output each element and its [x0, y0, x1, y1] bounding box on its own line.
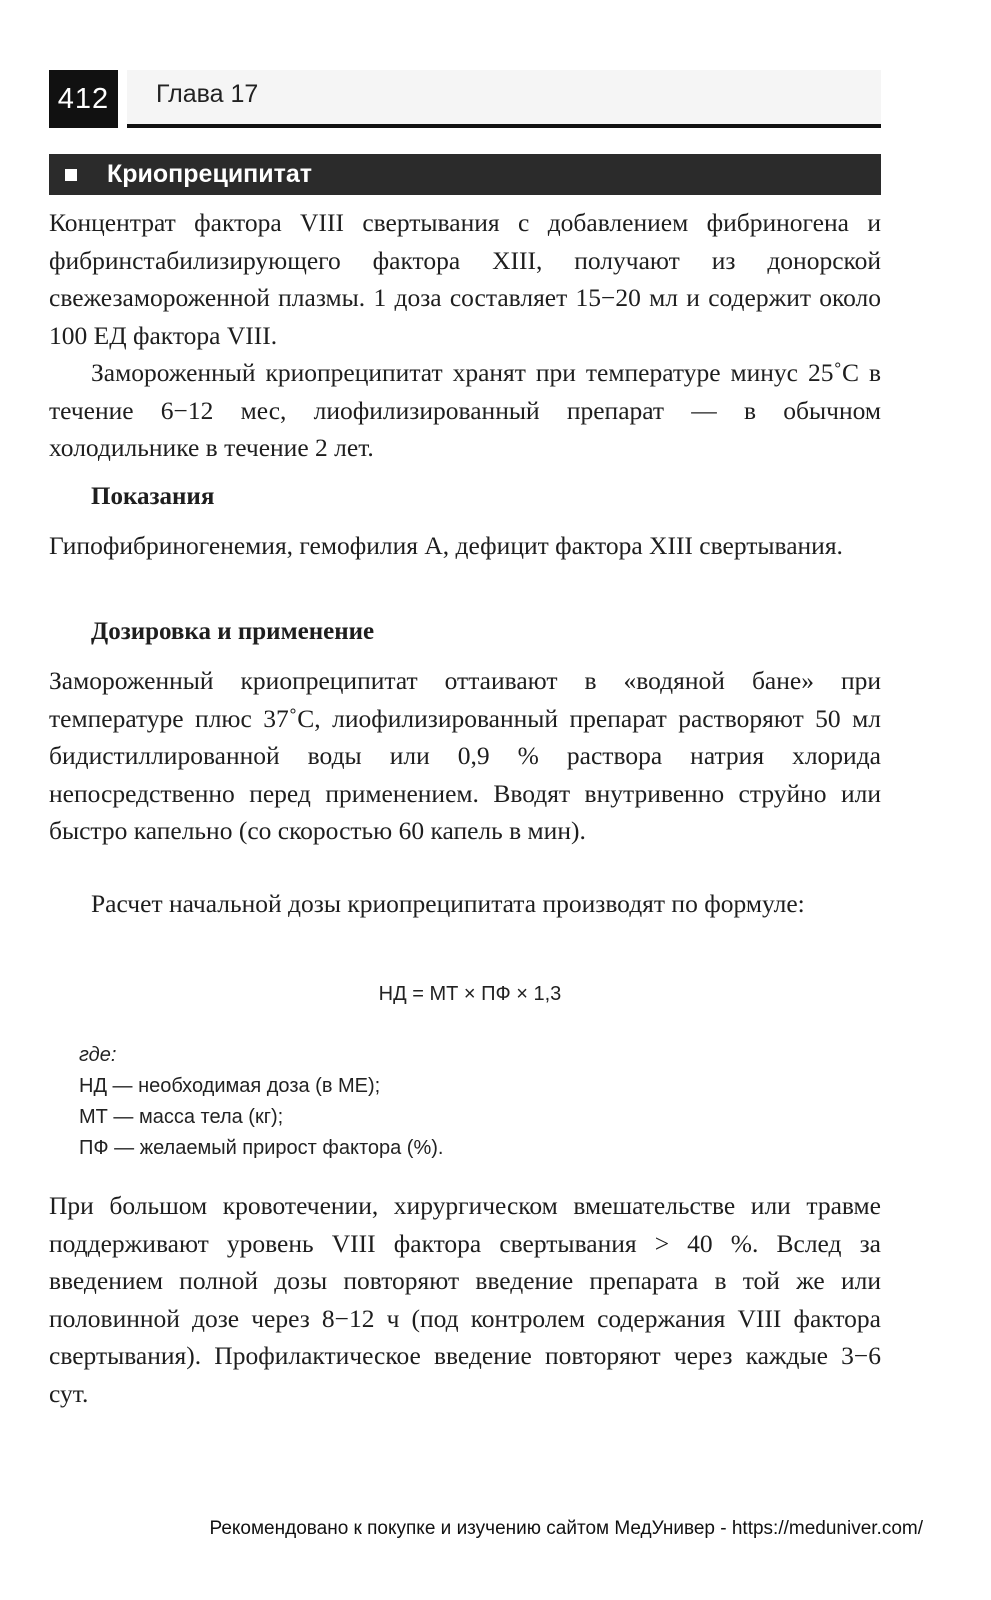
section-title: Криопреципитат	[107, 160, 313, 188]
indications-text: Гипофибриногенемия, гемофилия А, дефицит фактора XIII свертывания.	[49, 531, 843, 560]
indications-heading: Показания	[91, 483, 215, 510]
header-rule	[127, 124, 881, 128]
section-heading-bar	[49, 154, 881, 195]
square-bullet-icon	[65, 169, 77, 181]
legend-item: НД — необходимая доза (в МЕ);	[79, 1075, 381, 1097]
legend-where: где:	[79, 1044, 117, 1066]
dosage-heading: Дозировка и применение	[91, 618, 375, 645]
chapter-title: Глава 17	[156, 80, 259, 108]
intro-paragraph-2: Замороженный криопреципитат хранят при температуре минус 25˚С в течение 6−12 мес, лиофилизированный препарат — в обычном холодильнике в течение 2 лет.	[49, 358, 881, 462]
dosage-paragraph-3: При большом кровотечении, хирургическом вмешательстве или травме поддерживают уровень VIII фактора свертывания > 40 %. Вслед за введением полной дозы повторяют введение препарата в той же или половинной дозе через 8−12 ч (под контролем содержания VIII фактора свертывания). Профилактическое введение повторяют через каждые 3−6 сут.	[49, 1191, 881, 1408]
dose-formula: НД = МТ × ПФ × 1,3	[378, 983, 562, 1005]
footer-watermark: Рекомендовано к покупке и изучению сайтом МедУнивер - https://meduniver.com/	[209, 1518, 923, 1539]
page-number: 412	[49, 70, 118, 128]
formula-legend	[79, 1040, 443, 1164]
dosage-paragraph-1: Замороженный криопреципитат оттаивают в «водяной бане» при температуре плюс 37˚С, лиофилизированный препарат растворяют 50 мл бидистиллированной воды или 0,9 % раствора натрия хлорида непосредственно перед применением. Вводят внутривенно струйно или быстро капельно (со скоростью 60 капель в мин).	[49, 666, 881, 845]
page-header	[49, 70, 881, 128]
dosage-paragraph-2: Расчет начальной дозы криопреципитата производят по формуле:	[91, 889, 805, 918]
intro-paragraph-1: Концентрат фактора VIII свертывания с добавлением фибриногена и фибринстабилизирующего фактора XIII, получают из донорской свежезамороженной плазмы. 1 доза составляет 15−20 мл и содержит около 100 ЕД фактора VIII.	[49, 208, 881, 350]
legend-item: МТ — масса тела (кг);	[79, 1106, 284, 1128]
legend-item: ПФ — желаемый прирост фактора (%).	[79, 1137, 444, 1159]
